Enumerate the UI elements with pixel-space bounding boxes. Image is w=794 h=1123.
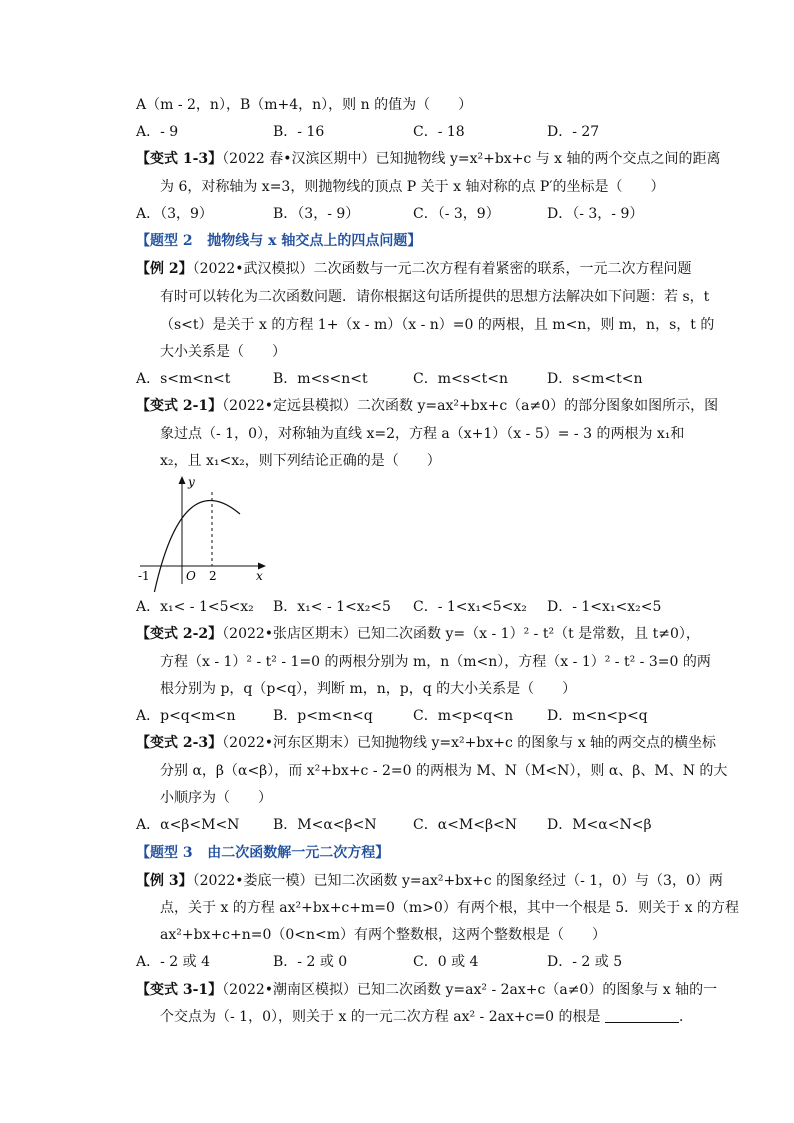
ex3-label: 【例 3】	[136, 873, 193, 889]
option-a[interactable]: A．s<m<n<t	[136, 371, 231, 387]
answer-blank[interactable]	[605, 1008, 679, 1023]
option-b[interactable]: B．M<α<β<N	[273, 817, 377, 833]
ex3-options	[136, 952, 696, 972]
ex2-label: 【例 2】	[136, 261, 193, 277]
ex3-text1: （2022•娄底一模）已知二次函数 y=ax²+bx+c 的图象经过（- 1，0）与（3，0）两	[192, 873, 723, 889]
q12-stem-tail: A（m - 2，n），B（m+4，n），则 n 的值为（ ）	[136, 97, 473, 113]
q22-options	[136, 706, 696, 726]
section-2-label: 【题型 2	[136, 233, 193, 249]
option-b[interactable]: B．- 16	[273, 124, 325, 140]
q31-end-punct: ．	[679, 1009, 693, 1025]
option-c[interactable]: C．- 1<x₁<5<x₂	[413, 599, 527, 615]
q21-text1: （2022•定远县模拟）二次函数 y=ax²+bx+c（a≠0）的部分图象如图所示，图	[222, 398, 719, 414]
section-2-title: 抛物线与 x 轴交点上的四点问题】	[207, 233, 422, 249]
section-2-header	[136, 231, 421, 251]
ex3-stem-line2: 点，关于 x 的方程 ax²+bx+c+m=0（m>0）有两个根，其中一个根是 5．则关于 x 的方程	[160, 900, 739, 916]
q21-stem-line1	[136, 396, 718, 416]
option-b[interactable]: B．m<s<n<t	[273, 371, 368, 387]
ex3-stem-line3: ax²+bx+c+n=0（0<n<m）有两个整数根，这两个整数根是（ ）	[160, 927, 607, 943]
ex2-stem-line3: （s<t）是关于 x 的方程 1+（x - m）（x - n）=0 的两根，且 m<n，则 m，n，s，t 的	[160, 317, 715, 333]
section-3-label: 【题型 3	[136, 845, 193, 861]
option-a[interactable]: A．（3，9）	[136, 206, 213, 222]
option-d[interactable]: D．M<α<N<β	[547, 817, 652, 833]
q31-stem-line1	[136, 980, 717, 1000]
q21-stem-line2: 象过点（- 1，0），对称轴为直线 x=2，方程 a（x+1）（x - 5）= - 3 的两根为 x₁和	[160, 426, 685, 442]
option-c[interactable]: C．- 18	[413, 124, 465, 140]
parabola-curve	[154, 501, 240, 592]
option-c[interactable]: C．（- 3，9）	[413, 206, 500, 222]
q23-options	[136, 815, 696, 835]
section-3-title: 由二次函数解一元二次方程】	[207, 845, 390, 861]
ex2-text1: （2022•武汉模拟）二次函数与一元二次方程有着紧密的联系，一元二次方程问题	[192, 261, 692, 277]
y-label: y	[188, 475, 195, 489]
q31-stem-line2	[160, 1007, 693, 1027]
option-c[interactable]: C．m<p<q<n	[413, 708, 514, 724]
ex2-stem-line2: 有时可以转化为二次函数问题．请你根据这句话所提供的思想方法解决如下问题：若 s，t	[160, 289, 710, 305]
q31-text1: （2022•潮南区模拟）已知二次函数 y=ax² - 2ax+c（a≠0）的图象与 x 轴的一	[222, 982, 718, 998]
option-b[interactable]: B．p<m<n<q	[273, 708, 373, 724]
option-d[interactable]: D．s<m<t<n	[547, 371, 643, 387]
q12-options	[136, 122, 696, 142]
q22-stem-line1	[136, 624, 700, 644]
option-b[interactable]: B．- 2 或 0	[273, 954, 348, 970]
q22-stem-line2: 方程（x - 1）² - t² - 1=0 的两根分别为 m，n（m<n），方程（x - 1）² - t² - 3=0 的两	[160, 654, 711, 670]
ex2-options	[136, 369, 696, 389]
q22-stem-line3: 根分别为 p，q（p<q），判断 m，n，p，q 的大小关系是（ ）	[160, 681, 577, 697]
section-3-header	[136, 843, 389, 863]
option-a[interactable]: A．α<β<M<N	[136, 817, 240, 833]
option-b[interactable]: B．（3，- 9）	[273, 206, 360, 222]
q21-options	[136, 597, 696, 617]
option-d[interactable]: D．（- 3，- 9）	[547, 206, 644, 222]
q23-text1: （2022•河东区期末）已知抛物线 y=x²+bx+c 的图象与 x 轴的两交点的横坐标	[222, 735, 717, 751]
y-axis-arrow	[179, 476, 186, 484]
parabola-graph	[136, 472, 276, 592]
q22-label: 【变式 2-2】	[136, 626, 223, 642]
option-b[interactable]: B．x₁< - 1<x₂<5	[273, 599, 391, 615]
ex3-stem-line1	[136, 871, 723, 891]
ex2-stem-line4: 大小关系是（ ）	[160, 344, 286, 360]
option-d[interactable]: D．- 2 或 5	[547, 954, 623, 970]
q31-label: 【变式 3-1】	[136, 982, 223, 998]
option-d[interactable]: D．- 27	[547, 124, 600, 140]
option-a[interactable]: A．p<q<m<n	[136, 708, 236, 724]
option-a[interactable]: A．- 2 或 4	[136, 954, 211, 970]
q23-stem-line2: 分别 α，β（α<β），而 x²+bx+c - 2=0 的两根为 M、N（M<N），则 α、β、M、N 的大	[160, 763, 728, 779]
option-d[interactable]: D．- 1<x₁<x₂<5	[547, 599, 662, 615]
ex2-stem-line1	[136, 259, 692, 279]
x-label: x	[256, 569, 263, 583]
option-a[interactable]: A．- 9	[136, 124, 179, 140]
q22-text1: （2022•张店区期末）已知二次函数 y=（x - 1）² - t²（t 是常数，且 t≠0），	[222, 626, 700, 642]
q13-label: 【变式 1-3】	[136, 151, 223, 167]
q31-text2: 个交点为（- 1，0），则关于 x 的一元二次方程 ax² - 2ax+c=0 的根是	[160, 1009, 601, 1025]
q13-stem-line2: 为 6，对称轴为 x=3，则抛物线的顶点 P 关于 x 轴对称的点 P′的坐标是（ ）	[160, 179, 665, 195]
q21-label: 【变式 2-1】	[136, 398, 223, 414]
q13-options	[136, 204, 696, 224]
q23-stem-line1	[136, 733, 716, 753]
origin-label: O	[186, 569, 196, 583]
q23-stem-line3: 小顺序为（ ）	[160, 790, 272, 806]
option-c[interactable]: C．m<s<t<n	[413, 371, 509, 387]
q13-text1: （2022 春•汉滨区期中）已知抛物线 y=x²+bx+c 与 x 轴的两个交点之间的距离	[222, 151, 721, 167]
option-d[interactable]: D．m<n<p<q	[547, 708, 648, 724]
q21-stem-line3: x₂，且 x₁<x₂，则下列结论正确的是（ ）	[160, 453, 441, 469]
q23-label: 【变式 2-3】	[136, 735, 223, 751]
option-c[interactable]: C．0 或 4	[413, 954, 479, 970]
option-a[interactable]: A．x₁< - 1<5<x₂	[136, 599, 254, 615]
tick-neg-one: -1	[138, 569, 150, 583]
tick-two: 2	[209, 569, 217, 583]
q13-stem-line1	[136, 149, 721, 169]
option-c[interactable]: C．α<M<β<N	[413, 817, 518, 833]
